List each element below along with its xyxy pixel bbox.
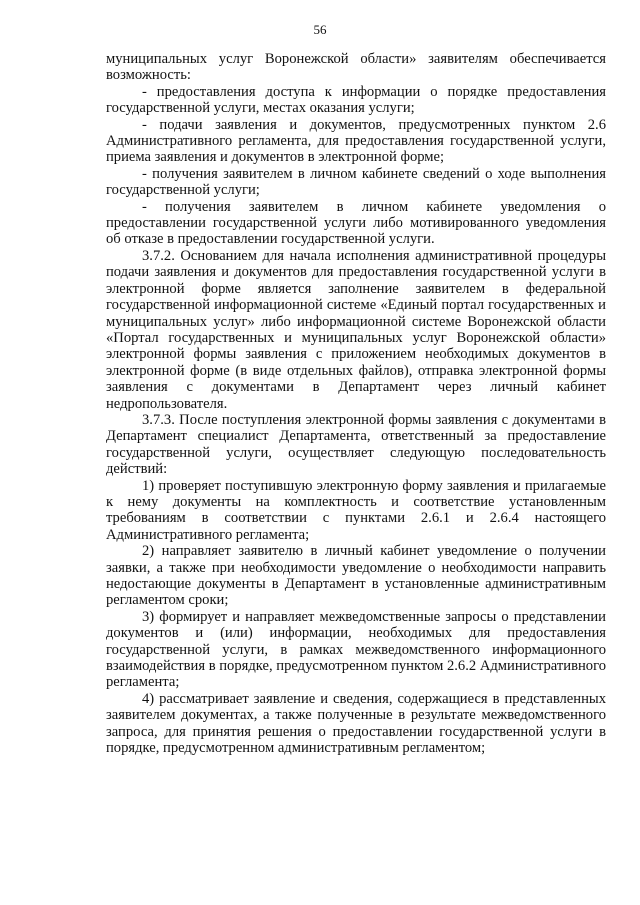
paragraph-intro: муниципальных услуг Воронежской области» заявителям обеспечивается возможность:	[106, 51, 606, 84]
paragraph-step-3: 3) формирует и направляет межведомственные запросы о представлении документов и (или) информации, необходимых для предоставления государственной услуги, в рамках межведомственного информационного взаимодействия в порядке, предусмотренном пунктом 2.6.2 Административного регламента;	[106, 608, 606, 691]
paragraph-bullet-progress: - получения заявителем в личном кабинете сведений о ходе выполнения государственной услуги;	[106, 165, 606, 199]
paragraph-step-1: 1) проверяет поступившую электронную форму заявления и прилагаемые к нему документы на комплектность и соответствие установленным требованиям в соответствии с пунктами 2.6.1 и 2.6.4 настоящего Административного регламента;	[106, 477, 606, 543]
paragraph-bullet-notification: - получения заявителем в личном кабинете уведомления о предоставлении государственной услуги либо мотивированного уведомления об отказе в предоставлении государственной услуги.	[106, 198, 606, 248]
paragraph-step-4: 4) рассматривает заявление и сведения, содержащиеся в представленных заявителем документах, а также полученные в результате межведомственного запроса, для принятия решения о предоставлении государственной услуги в порядке, предусмотренном административным регламентом;	[106, 690, 606, 757]
page-number: 56	[313, 22, 327, 37]
paragraph-3-7-2: 3.7.2. Основанием для начала исполнения административной процедуры подачи заявления и документов для предоставления государственной услуги в электронной форме является заполнение заявителем в федеральной государственной информационной системе «Единый портал государственных и муниципальных услуг» либо информационной системе Воронежской области «Портал государственных и муниципальных услуг Воронежской области» электронной формы заявления с приложением необходимых документов в электронной форме (в виде отдельных файлов), отправка электронной формы заявления с документами в Департамент через личный кабинет недропользователя.	[106, 247, 606, 412]
paragraph-bullet-access-info: - предоставления доступа к информации о порядке предоставления государственной услуги, местах оказания услуги;	[106, 83, 606, 117]
document-body	[106, 51, 606, 756]
paragraph-step-2: 2) направляет заявителю в личный кабинет уведомление о получении заявки, а также при необходимости уведомление о необходимости направить недостающие документы в Департамент в установленные административным регламентом сроки;	[106, 543, 606, 609]
paragraph-bullet-submission: - подачи заявления и документов, предусмотренных пунктом 2.6 Административного регламента, для предоставления государственной услуги, приема заявления и документов в электронной форме;	[106, 116, 606, 166]
paragraph-3-7-3: 3.7.3. После поступления электронной формы заявления с документами в Департамент специалист Департамента, ответственный за предоставление государственной услуги, осуществляет следующую последовательность действий:	[106, 411, 606, 478]
